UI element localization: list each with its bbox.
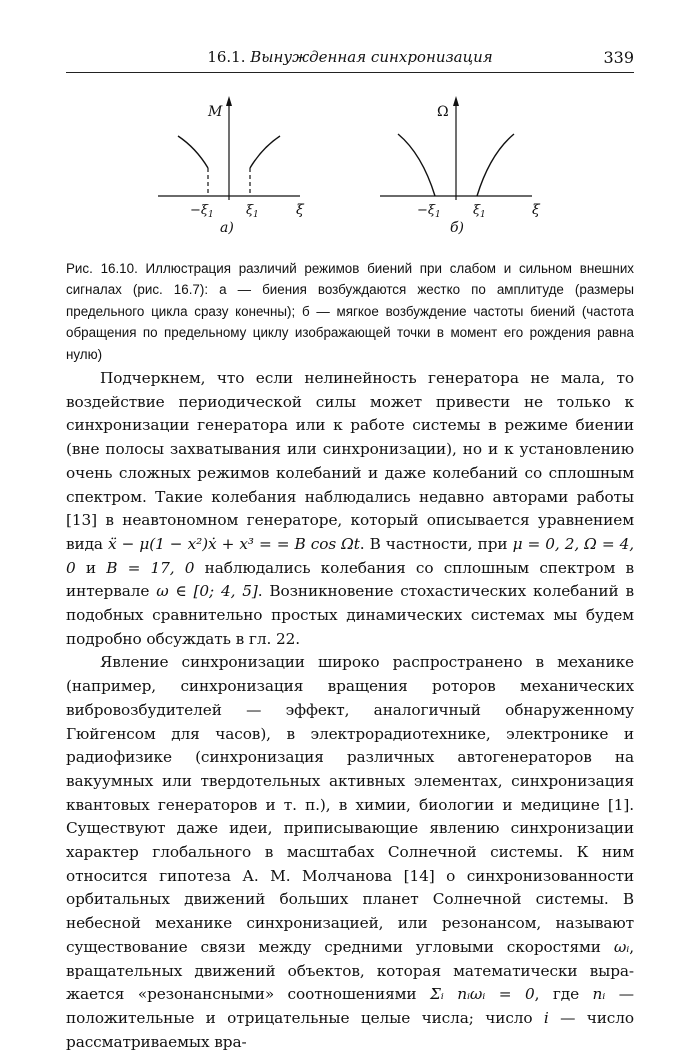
- equation-resonance: Σᵢ nᵢωᵢ = 0: [430, 985, 535, 1004]
- page-number: 339: [603, 48, 634, 67]
- y-axis-arrow: [453, 96, 459, 106]
- paragraph-1-text-2: . В частности, при: [359, 534, 513, 553]
- tick-pos-sub: 1: [253, 210, 259, 220]
- paragraph-2-text-3: , где: [534, 985, 593, 1004]
- section-number: 16.1.: [207, 48, 246, 66]
- y-label: Ω: [437, 104, 449, 120]
- equation-omega-i: ωᵢ: [613, 937, 630, 956]
- tick-neg: −ξ: [190, 203, 209, 218]
- tick-neg-sub: 1: [208, 210, 214, 220]
- curve-left: [178, 136, 208, 168]
- tick-pos: ξ: [246, 203, 254, 218]
- equation-amplitude: B = 17, 0: [106, 558, 195, 577]
- curve-right: [477, 134, 514, 196]
- paragraph-2-text-1: Явление синхронизации широко распространено в механике (например, синхронизация вращения роторов механических вибровозбудителей — эффект, аналогичный обнаруженному Гюйгенсом для часов), в электрорадиотехнике, электронике и радиофизике (синхронизация различных автогенераторов на вакуумных или твердотельных активных элементах, синхронизация квантовых генераторов и т. п.), в химии, биологии и медицине [1]. Существуют даже идеи, приписывающие явлению синхронизации характер глобального в масштабах Солнечной системы. К ним относится гипотеза А. М. Молчанова [14] о синхронизованности орбитальных движений больших планет Солнечной системы. В небесной механике синхронизацией, или резонансом, называют существование связи между средними угловыми скоростями: [66, 653, 634, 956]
- paragraph-2-text-2: , вращательных движений объектов, которая математически выра- жается «резонансными» соотношениями: [66, 937, 634, 1004]
- body-text: [66, 367, 634, 1054]
- y-label: M: [208, 104, 223, 120]
- tick-neg: −ξ: [417, 203, 436, 218]
- paragraph-1-text-4: наблюдались колебания со сплошным спектром в интервале: [66, 558, 634, 601]
- tick-pos: ξ: [473, 203, 481, 218]
- equation-i: i: [543, 1008, 549, 1027]
- x-label: ξ: [532, 202, 540, 218]
- tick-neg-sub: 1: [435, 210, 441, 220]
- equation-van-der-pol: ẍ − μ(1 − x²)ẋ + x³ = = B cos Ωt: [108, 534, 360, 553]
- paragraph-1-text-1: Подчеркнем, что если нелинейность генератора не мала, то воздействие периодической силы может привести не только к синхронизации генератора или к работе системы в режиме биении (вне полосы захватывания или синхронизации), но и к установлению очень сложных режимов колебаний и даже колебаний со сплошным спектром. Такие колебания наблюдались недавно авторами работы [13] в неавтономном генераторе, который описывается уравнением вида: [66, 369, 634, 553]
- paragraph-2-text-5: — число рассматриваемых вра-: [66, 1008, 634, 1051]
- section-title: Вынужденная синхронизация: [250, 48, 493, 66]
- equation-n-i: nᵢ: [592, 985, 606, 1004]
- tick-pos-sub: 1: [480, 210, 486, 220]
- paragraph-2: [66, 651, 634, 1054]
- figure-caption: Рис. 16.10. Иллюстрация различий режимов биений при слабом и сильном внешних сигналах (рис. 16.7): а — биения возбуждаются жестко по амплитуде (размеры предельного цикла сразу конечны); б — мягкое возбуждение частоты биений (частота обращения по предельному циклу изображающей точки в момент его рождения равна нулю): [66, 261, 634, 362]
- equation-interval: ω ∈ [0; 4, 5]: [156, 582, 258, 601]
- panel-b: [380, 96, 541, 236]
- curve-right: [250, 136, 280, 168]
- paragraph-1-text-5: . Возникновение стохастических колебаний в подобных сравнительно простых динамических системах мы будем подробно обсуждать в гл. 22.: [66, 582, 634, 648]
- panel-label: а): [220, 220, 234, 236]
- x-label: ξ: [296, 202, 304, 218]
- curve-left: [398, 134, 435, 196]
- paragraph-1-text-3: и: [75, 558, 107, 577]
- running-header: [66, 44, 634, 73]
- figure-16-10: [140, 88, 560, 238]
- y-axis-arrow: [226, 96, 232, 106]
- panel-label: б): [450, 220, 465, 236]
- paragraph-2-text-4: — положительные и отрицательные целые числа; число: [66, 985, 634, 1027]
- panel-a: [158, 96, 305, 236]
- equation-params: μ = 0, 2, Ω = 4, 0: [66, 534, 634, 577]
- paragraph-1: [66, 367, 634, 651]
- running-title: [66, 48, 634, 66]
